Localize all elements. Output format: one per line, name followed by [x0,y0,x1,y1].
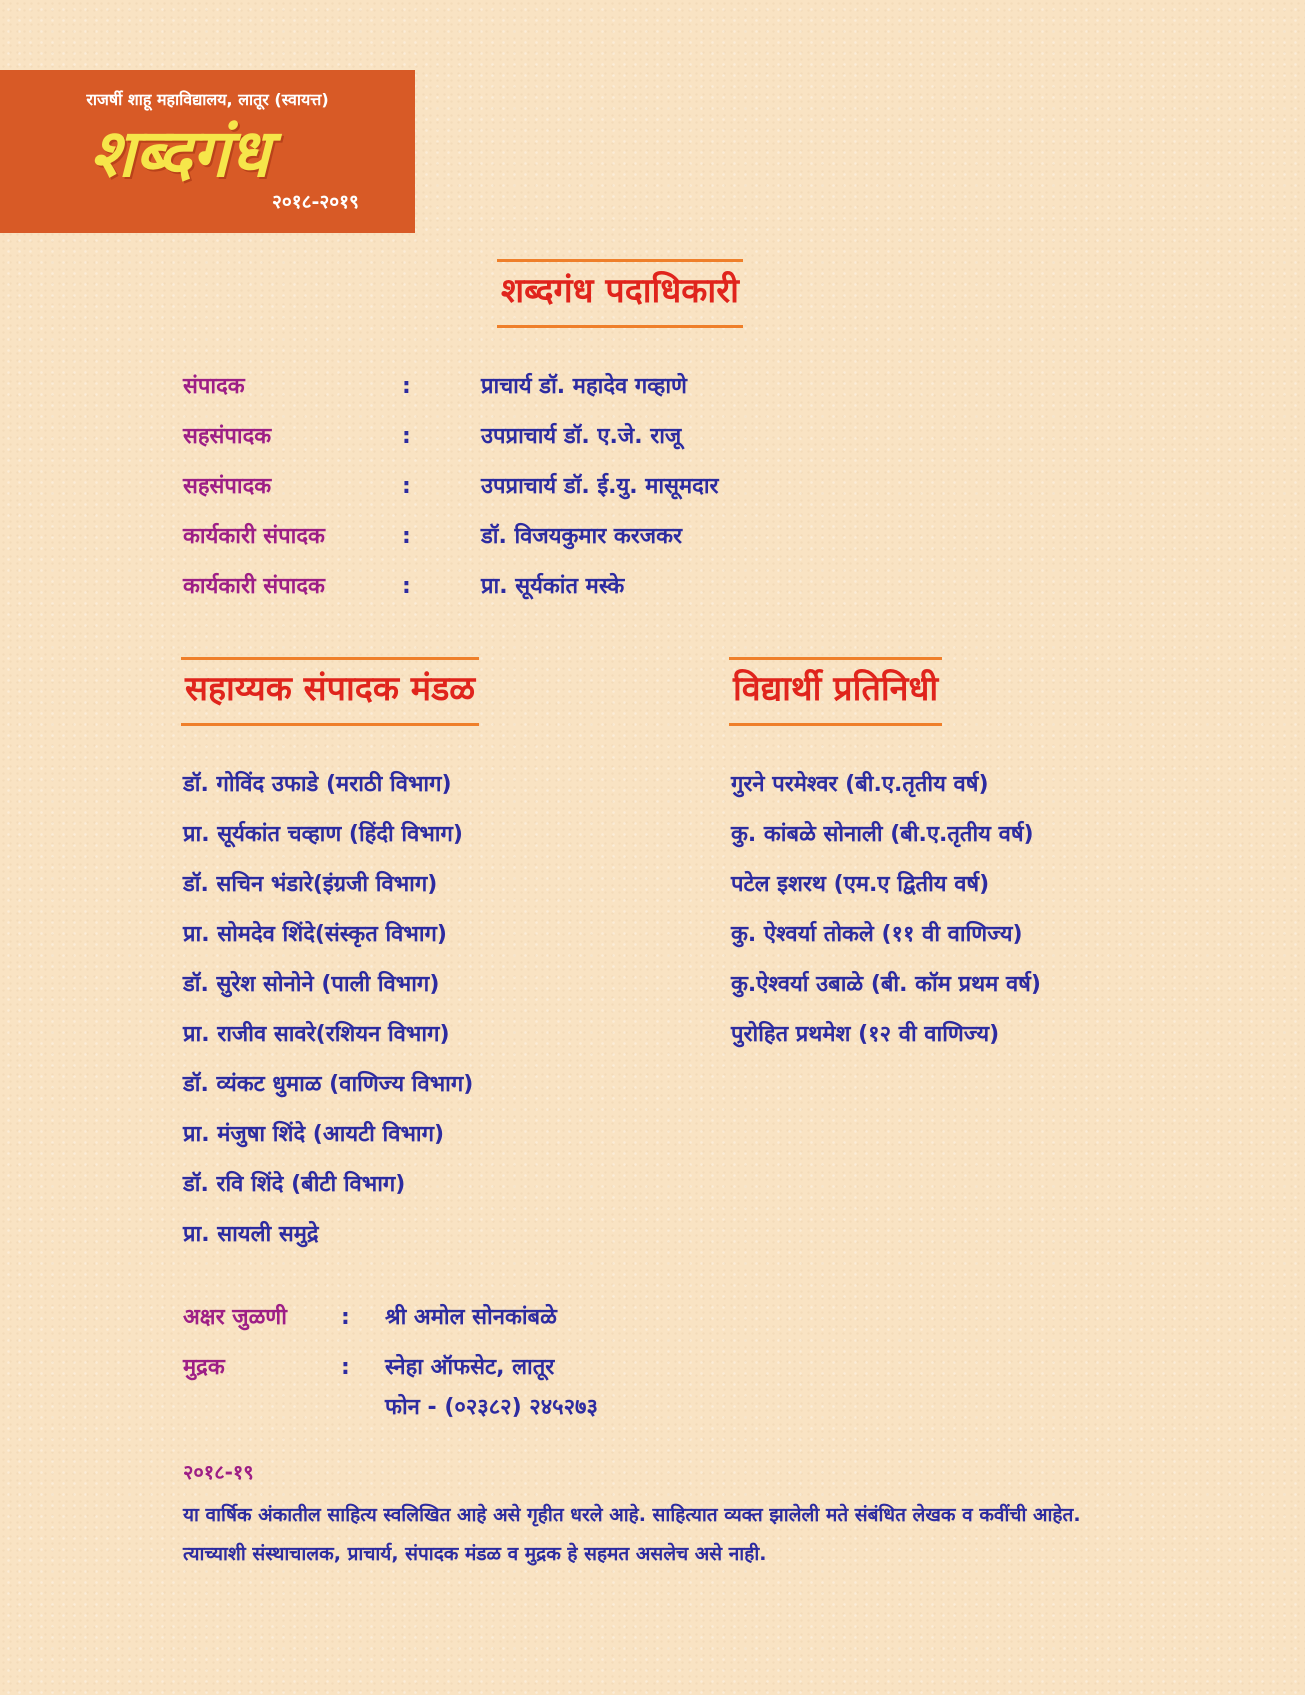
role-label: संपादक [183,374,245,399]
role-label: सहसंपादक [183,424,272,449]
role-label: कार्यकारी संपादक [183,574,325,599]
list-item: डॉ. गोविंद उफाडे (मराठी विभाग) [183,772,452,797]
list-item: डॉ. सुरेश सोनोने (पाली विभाग) [183,972,440,997]
list-item: डॉ. रवि शिंदे (बीटी विभाग) [183,1172,406,1197]
person-name: प्रा. सूर्यकांत मस्के [481,574,625,599]
typesetting-label: अक्षर जुळणी [183,1305,287,1330]
person-name: प्राचार्य डॉ. महादेव गव्हाणे [481,374,687,399]
footer-year: २०१८-१९ [183,1460,254,1484]
list-item: डॉ. सचिन भंडारे(इंग्रजी विभाग) [183,872,438,897]
typesetting-value: श्री अमोल सोनकांबळे [385,1305,557,1330]
role-label: कार्यकारी संपादक [183,524,325,549]
colon: : [402,574,411,599]
list-item: डॉ. व्यंकट धुमाळ (वाणिज्य विभाग) [183,1072,474,1097]
disclaimer-text: या वार्षिक अंकातील साहित्य स्वलिखित आहे असे गृहीत धरले आहे. साहित्यात व्यक्त झालेली मते संबंधित लेखक व कवींची आहेत. त्याच्याशी संस्थाचालक, प्राचार्य, संपादक मंडळ व मुद्रक हे सहमत असलेच असे नाही. [183,1504,1081,1565]
colon: : [402,424,411,449]
banner-year: २०१८-२०१९ [272,191,359,213]
list-item: प्रा. सूर्यकांत चव्हाण (हिंदी विभाग) [183,822,463,847]
person-name: डॉ. विजयकुमार करजकर [481,524,683,549]
list-item: पटेल इशरथ (एम.ए द्वितीय वर्ष) [731,872,990,897]
list-item: प्रा. सोमदेव शिंदे(संस्कृत विभाग) [183,922,447,947]
list-item: प्रा. सायली समुद्रे [183,1222,319,1247]
colon: : [341,1305,350,1330]
college-name: राजर्षी शाहू महाविद्यालय, लातूर (स्वायत्त) [86,90,329,109]
colon: : [341,1355,350,1380]
printer-value: स्नेहा ऑफसेट, लातूर [385,1355,555,1380]
person-name: उपप्राचार्य डॉ. ए.जे. राजू [481,424,682,449]
colon: : [402,474,411,499]
list-item: प्रा. मंजुषा शिंदे (आयटी विभाग) [183,1122,445,1147]
magazine-logo: शब्दगंध [90,114,270,192]
colon: : [402,524,411,549]
printer-phone: फोन - (०२३८२) २४५२७३ [385,1395,598,1420]
list-item: प्रा. राजीव सावरे(रशियन विभाग) [183,1022,450,1047]
list-item: पुरोहित प्रथमेश (१२ वी वाणिज्य) [731,1022,1000,1047]
magazine-banner [0,70,415,233]
role-label: सहसंपादक [183,474,272,499]
list-item: गुरने परमेश्वर (बी.ए.तृतीय वर्ष) [731,772,989,797]
list-item: कु. कांबळे सोनाली (बी.ए.तृतीय वर्ष) [731,822,1034,847]
printer-label: मुद्रक [183,1355,225,1380]
student-reps-heading: विद्यार्थी प्रतिनिधी [729,657,942,726]
list-item: कु.ऐश्वर्या उबाळे (बी. कॉम प्रथम वर्ष) [731,972,1041,997]
person-name: उपप्राचार्य डॉ. ई.यु. मासूमदार [481,474,719,499]
colon: : [402,374,411,399]
office-bearers-heading: शब्दगंध पदाधिकारी [497,259,743,328]
list-item: कु. ऐश्वर्या तोकले (११ वी वाणिज्य) [731,922,1023,947]
assistant-board-heading: सहाय्यक संपादक मंडळ [181,657,479,726]
